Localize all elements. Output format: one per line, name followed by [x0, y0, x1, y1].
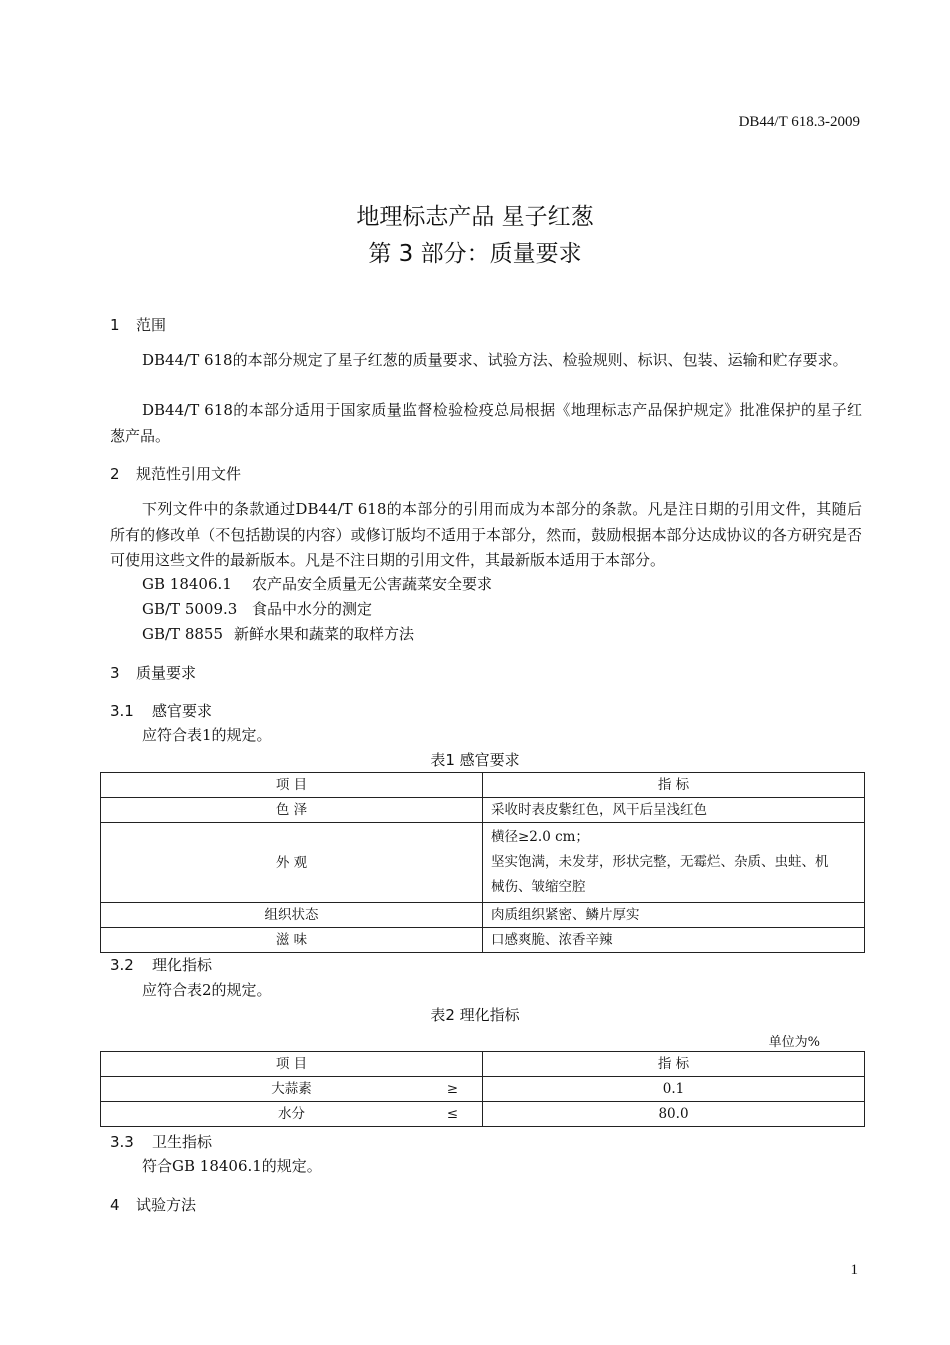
- table-2-unit: 单位为%: [768, 1035, 820, 1050]
- value-line: 横径≥2.0 cm；: [491, 829, 589, 845]
- reference-title: 农产品安全质量无公害蔬菜安全要求: [252, 575, 493, 593]
- standard-code-header: DB44/T 618.3-2009: [738, 114, 860, 130]
- value-line: 坚实饱满，未发芽，形状完整，无霉烂、杂质、虫蛀、机: [491, 854, 829, 870]
- table-2-physicochemical: [100, 1051, 865, 1127]
- table-1-sensory: [100, 772, 865, 953]
- table-cell-item: [101, 1077, 483, 1102]
- comparison-symbol: ≥: [446, 1081, 458, 1097]
- section-4-heading: [110, 1194, 196, 1215]
- table-cell-value: 口感爽脆、浓香辛辣: [483, 928, 865, 953]
- subsection-3-2-heading: [110, 954, 212, 975]
- table-cell-item: 滋 味: [101, 928, 483, 953]
- section-title: 范围: [136, 316, 167, 334]
- reference-code: GB/T 8855: [142, 625, 224, 643]
- section-number: 3: [110, 664, 120, 682]
- section-number: 4: [110, 1196, 120, 1214]
- item-label: 水分: [278, 1106, 305, 1122]
- comparison-symbol: ≤: [446, 1106, 458, 1122]
- subsection-3-3-text: 符合GB 18406.1的规定。: [142, 1157, 322, 1175]
- section-title: 规范性引用文件: [136, 465, 242, 483]
- reference-item: [142, 598, 372, 619]
- subsection-3-1-heading: [110, 700, 212, 721]
- table-cell-item: 外 观: [101, 823, 483, 903]
- subsection-title: 理化指标: [152, 956, 213, 974]
- reference-title: 食品中水分的测定: [252, 600, 373, 618]
- section-number: 1: [110, 316, 120, 334]
- subsection-title: 卫生指标: [152, 1133, 213, 1151]
- reference-code: GB/T 5009.3: [142, 600, 238, 618]
- reference-code: GB 18406.1: [142, 575, 232, 593]
- table-cell-item: 色 泽: [101, 798, 483, 823]
- table-header-cell: 指 标: [483, 1052, 865, 1077]
- subsection-3-3-heading: [110, 1131, 212, 1152]
- reference-item: [142, 573, 492, 594]
- table-header-cell: 项 目: [101, 1052, 483, 1077]
- section-1-paragraph-2: DB44/T 618的本部分适用于国家质量监督检验检疫总局根据《地理标志产品保护规定》批准保护的星子红葱产品。: [110, 401, 862, 445]
- table-row: [101, 798, 865, 823]
- section-1-paragraph-1: DB44/T 618的本部分规定了星子红葱的质量要求、试验方法、检验规则、标识、包装、运输和贮存要求。: [142, 351, 848, 369]
- document-subtitle: 第 3 部分：质量要求: [368, 241, 582, 267]
- reference-title: 新鲜水果和蔬菜的取样方法: [234, 625, 415, 643]
- page-number: 1: [850, 1262, 858, 1278]
- table-header-cell: 项 目: [101, 773, 483, 798]
- section-title: 试验方法: [136, 1196, 197, 1214]
- table-cell-value: 80.0: [483, 1102, 865, 1127]
- table-header-row: [101, 1052, 865, 1077]
- table-row: [101, 928, 865, 953]
- section-2-paragraph: 下列文件中的条款通过DB44/T 618的本部分的引用而成为本部分的条款。凡是注日期的引用文件，其随后所有的修改单（不包括勘误的内容）或修订版均不适用于本部分，然而，鼓励根据本部分达成协议的各方研究是否可使用这些文件的最新版本。凡是不注日期的引用文件，其最新版本适用于本部分。: [110, 500, 862, 569]
- table-cell-value: 肉质组织紧密、鳞片厚实: [483, 903, 865, 928]
- document-title: 地理标志产品 星子红葱: [356, 204, 594, 230]
- subsection-number: 3.2: [110, 956, 134, 974]
- subsection-3-2-text: 应符合表2的规定。: [142, 981, 272, 999]
- table-row: [101, 1077, 865, 1102]
- reference-item: [142, 623, 414, 644]
- subsection-number: 3.1: [110, 702, 134, 720]
- table-header-row: [101, 773, 865, 798]
- subsection-number: 3.3: [110, 1133, 134, 1151]
- section-2-heading: [110, 463, 241, 484]
- section-title: 质量要求: [136, 664, 197, 682]
- subsection-title: 感官要求: [152, 702, 213, 720]
- section-number: 2: [110, 465, 120, 483]
- table-cell-value: [483, 823, 865, 903]
- table-header-cell: 指 标: [483, 773, 865, 798]
- table-2-caption: 表2 理化指标: [430, 1006, 520, 1024]
- table-cell-value: 采收时表皮紫红色，风干后呈浅红色: [483, 798, 865, 823]
- table-row: [101, 903, 865, 928]
- table-cell-item: 组织状态: [101, 903, 483, 928]
- table-row: [101, 1102, 865, 1127]
- table-1-caption: 表1 感官要求: [430, 751, 520, 769]
- table-cell-value: 0.1: [483, 1077, 865, 1102]
- section-1-heading: [110, 314, 166, 335]
- table-cell-item: [101, 1102, 483, 1127]
- value-line: 械伤、皱缩空腔: [491, 879, 586, 895]
- section-3-heading: [110, 662, 196, 683]
- table-row: [101, 823, 865, 903]
- subsection-3-1-text: 应符合表1的规定。: [142, 726, 272, 744]
- item-label: 大蒜素: [271, 1081, 312, 1097]
